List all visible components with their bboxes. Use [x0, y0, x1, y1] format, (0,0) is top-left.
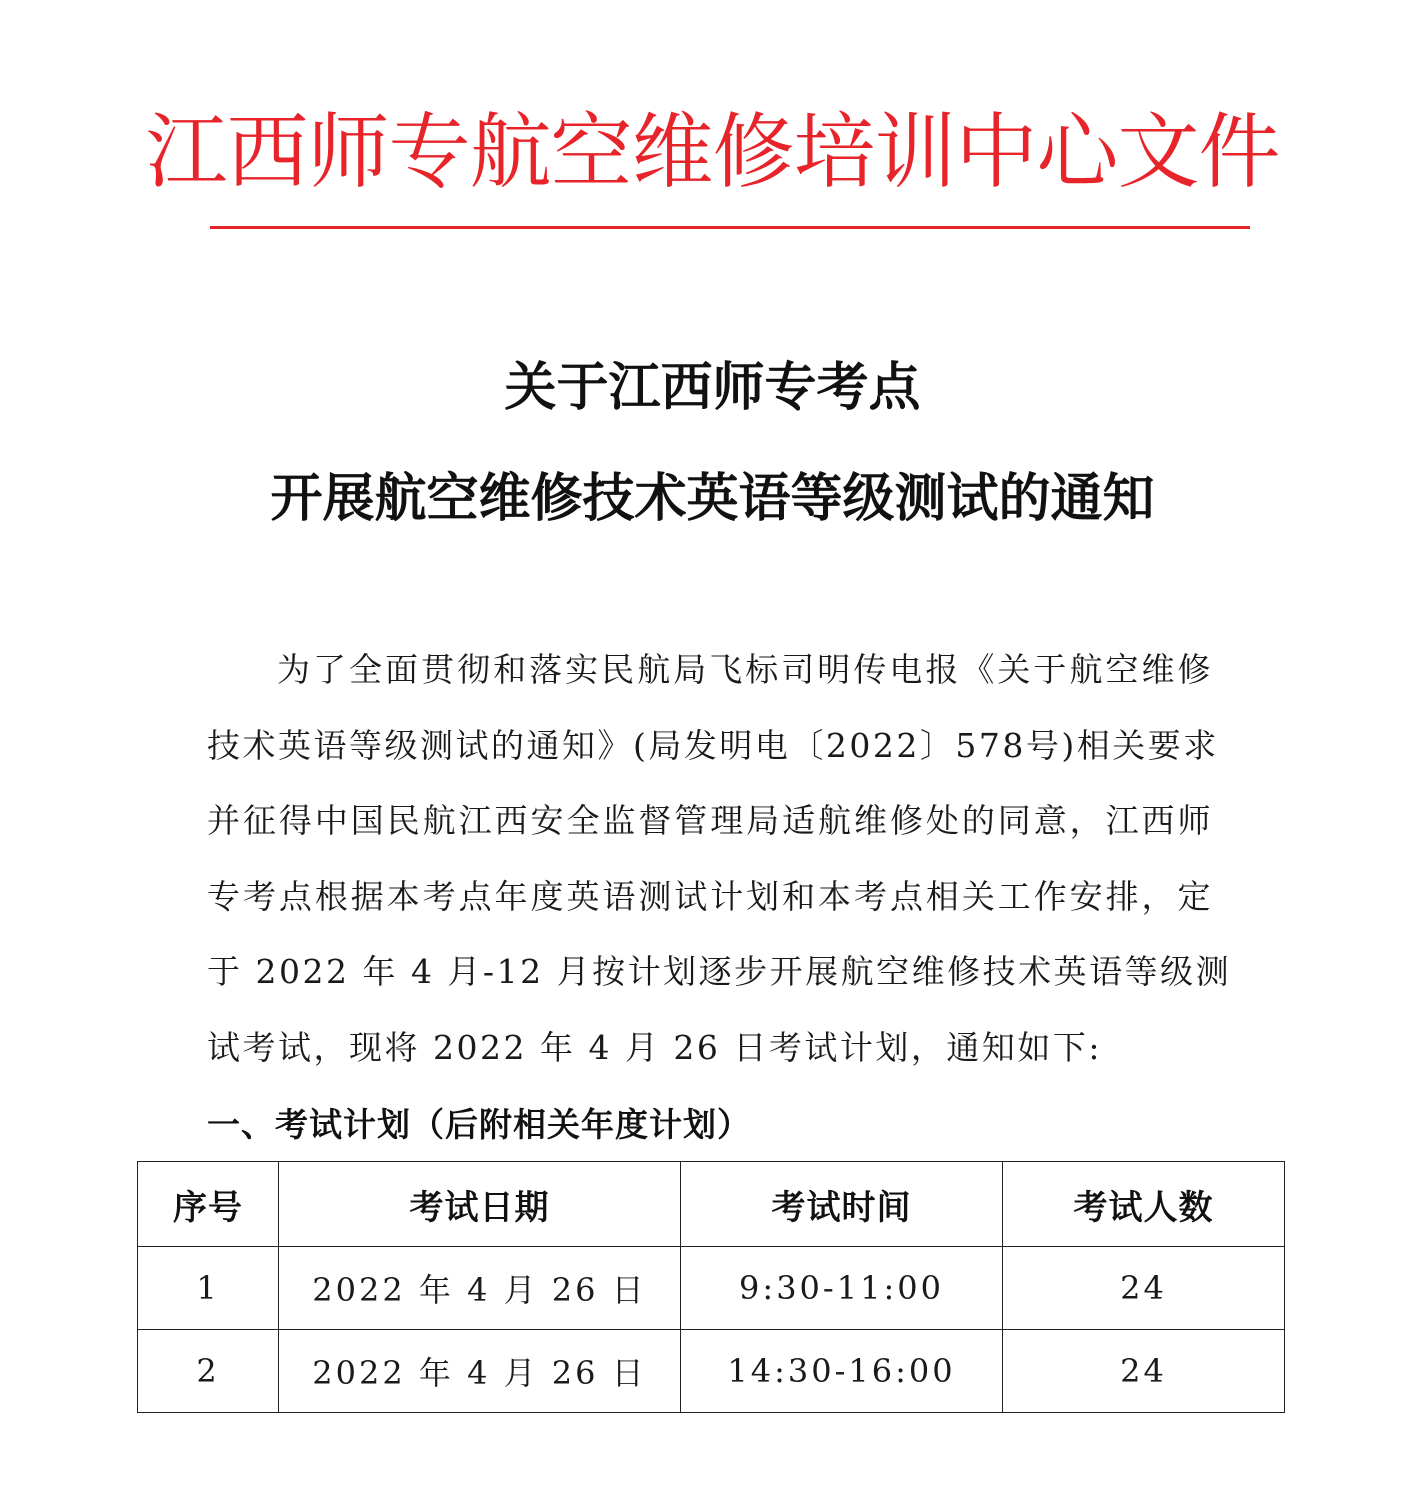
table-header-row: [138, 1162, 1285, 1247]
header-cell-count: 考试人数: [1003, 1162, 1285, 1247]
cell-date: 2022 年 4 月 26 日: [279, 1247, 681, 1330]
cell-count: 24: [1003, 1247, 1285, 1330]
cell-date: 2022 年 4 月 26 日: [279, 1330, 681, 1413]
body-line-6: 试考试，现将 2022 年 4 月 26 日考试计划，通知如下:: [207, 1028, 1103, 1067]
header-red-rule: [210, 226, 1250, 229]
cell-time: 14:30-16:00: [681, 1330, 1003, 1413]
notice-title-line2: 开展航空维修技术英语等级测试的通知: [270, 469, 1155, 529]
table-row: [138, 1330, 1285, 1413]
body-line-3: 并征得中国民航江西安全监督管理局适航维修处的同意，江西师: [207, 801, 1213, 840]
header-cell-date: 考试日期: [279, 1162, 681, 1247]
body-line-1: 为了全面贯彻和落实民航局飞标司明传电报《关于航空维修: [277, 650, 1213, 689]
table-row: [138, 1247, 1285, 1330]
cell-index: 1: [138, 1247, 279, 1330]
exam-schedule-table: [137, 1161, 1285, 1413]
body-line-2: 技术英语等级测试的通知》(局发明电〔2022〕578号)相关要求: [207, 726, 1219, 765]
body-line-5: 于 2022 年 4 月-12 月按计划逐步开展航空维修技术英语等级测: [207, 952, 1232, 991]
section-heading-exam-plan: 一、考试计划（后附相关年度计划）: [207, 1105, 751, 1144]
cell-time: 9:30-11:00: [681, 1247, 1003, 1330]
header-cell-time: 考试时间: [681, 1162, 1003, 1247]
header-cell-index: 序号: [138, 1162, 279, 1247]
org-header-title: 江西师专航空维修培训中心文件: [145, 105, 1280, 200]
body-line-4: 专考点根据本考点年度英语测试计划和本考点相关工作安排，定: [207, 877, 1213, 916]
cell-count: 24: [1003, 1330, 1285, 1413]
cell-index: 2: [138, 1330, 279, 1413]
notice-title-line1: 关于江西师专考点: [504, 358, 921, 418]
